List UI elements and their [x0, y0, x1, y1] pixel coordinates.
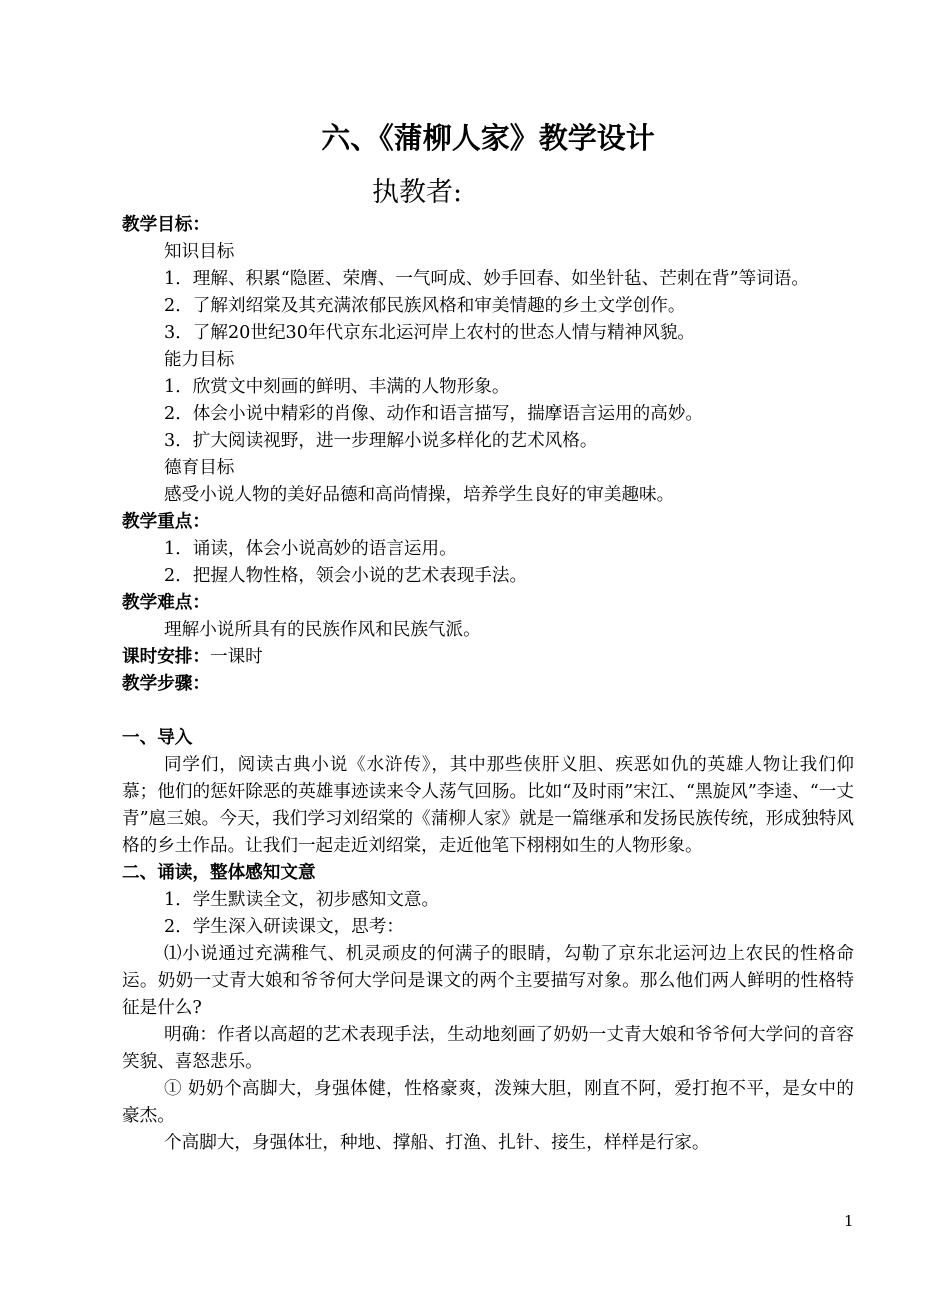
- schedule-value: 一课时: [209, 647, 263, 667]
- document-body: [122, 212, 854, 1157]
- section1-heading: 一、导入: [122, 728, 193, 748]
- difficulty-text: 理解小说所具有的民族作风和民族气派。: [164, 620, 481, 640]
- ability-item-3: 3．扩大阅读视野，进一步理解小说多样化的艺术风格。: [164, 431, 598, 451]
- section2-item-1: 1．学生默读全文，初步感知文意。: [164, 890, 440, 910]
- difficulty-heading: 教学难点：: [122, 593, 210, 613]
- document-title: 六、《蒲柳人家》教学设计: [321, 121, 655, 155]
- section2-point-1: ① 奶奶个高脚大，身强体健，性格豪爽，泼辣大胆，刚直不阿，爱打抱不平，是女中的豪杰。: [122, 1079, 854, 1126]
- page-number: 1: [844, 1212, 854, 1230]
- ability-label: 能力目标: [164, 350, 235, 370]
- section2-answer: 明确：作者以高超的艺术表现手法，生动地刻画了奶奶一丈青大娘和爷爷何大学问的音容笑貌、喜怒悲乐。: [122, 1025, 854, 1072]
- section2-question: ⑴小说通过充满稚气、机灵顽皮的何满子的眼睛，勾勒了京东北运河边上农民的性格命运。奶奶一丈青大娘和爷爷何大学问是课文的两个主要描写对象。那么他们两人鲜明的性格特征是什么?: [122, 944, 854, 1018]
- knowledge-label: 知识目标: [164, 242, 235, 262]
- focus-heading: 教学重点：: [122, 512, 210, 532]
- objectives-heading: 教学目标：: [122, 215, 210, 235]
- schedule-heading: 课时安排：: [122, 647, 210, 667]
- knowledge-item-1: 1．理解、积累“隐匿、荣膺、一气呵成、妙手回春、如坐针毡、芒刺在背”等词语。: [164, 269, 809, 289]
- focus-item-1: 1．诵读，体会小说高妙的语言运用。: [164, 539, 457, 559]
- blank-line: [122, 698, 854, 725]
- knowledge-item-2: 2．了解刘绍棠及其充满浓郁民族风格和审美情趣的乡土文学创作。: [164, 296, 686, 316]
- section1-paragraph: 同学们，阅读古典小说《水浒传》，其中那些侠肝义胆、疾恶如仇的英雄人物让我们仰慕；他们的惩奸除恶的英雄事迹读来令人荡气回肠。比如“及时雨”宋江、“黑旋风”李逵、“一丈青”扈三娘。今天，我们学习刘绍棠的《蒲柳人家》就是一篇继承和发扬民族传统，形成独特风格的乡土作品。让我们一起走近刘绍棠，走近他笔下栩栩如生的人物形象。: [122, 755, 854, 856]
- knowledge-item-3: 3．了解20世纪30年代京东北运河岸上农村的世态人情与精神风貌。: [164, 323, 696, 343]
- steps-heading: 教学步骤：: [122, 674, 210, 694]
- section2-item-2: 2．学生深入研读课文，思考：: [164, 917, 404, 937]
- focus-item-2: 2．把握人物性格，领会小说的艺术表现手法。: [164, 566, 528, 586]
- ability-item-2: 2．体会小说中精彩的肖像、动作和语言描写，揣摩语言运用的高妙。: [164, 404, 704, 424]
- author-line: 执教者:: [372, 177, 463, 208]
- moral-text: 感受小说人物的美好品德和高尚情操，培养学生良好的审美趣味。: [164, 485, 675, 505]
- schedule-line: [122, 644, 854, 671]
- moral-label: 德育目标: [164, 458, 235, 478]
- ability-item-1: 1．欣赏文中刻画的鲜明、丰满的人物形象。: [164, 377, 510, 397]
- section2-heading: 二、诵读，整体感知文意: [122, 863, 316, 883]
- section2-point-1-detail: 个高脚大，身强体壮，种地、撑船、打渔、扎针、接生，样样是行家。: [164, 1133, 710, 1153]
